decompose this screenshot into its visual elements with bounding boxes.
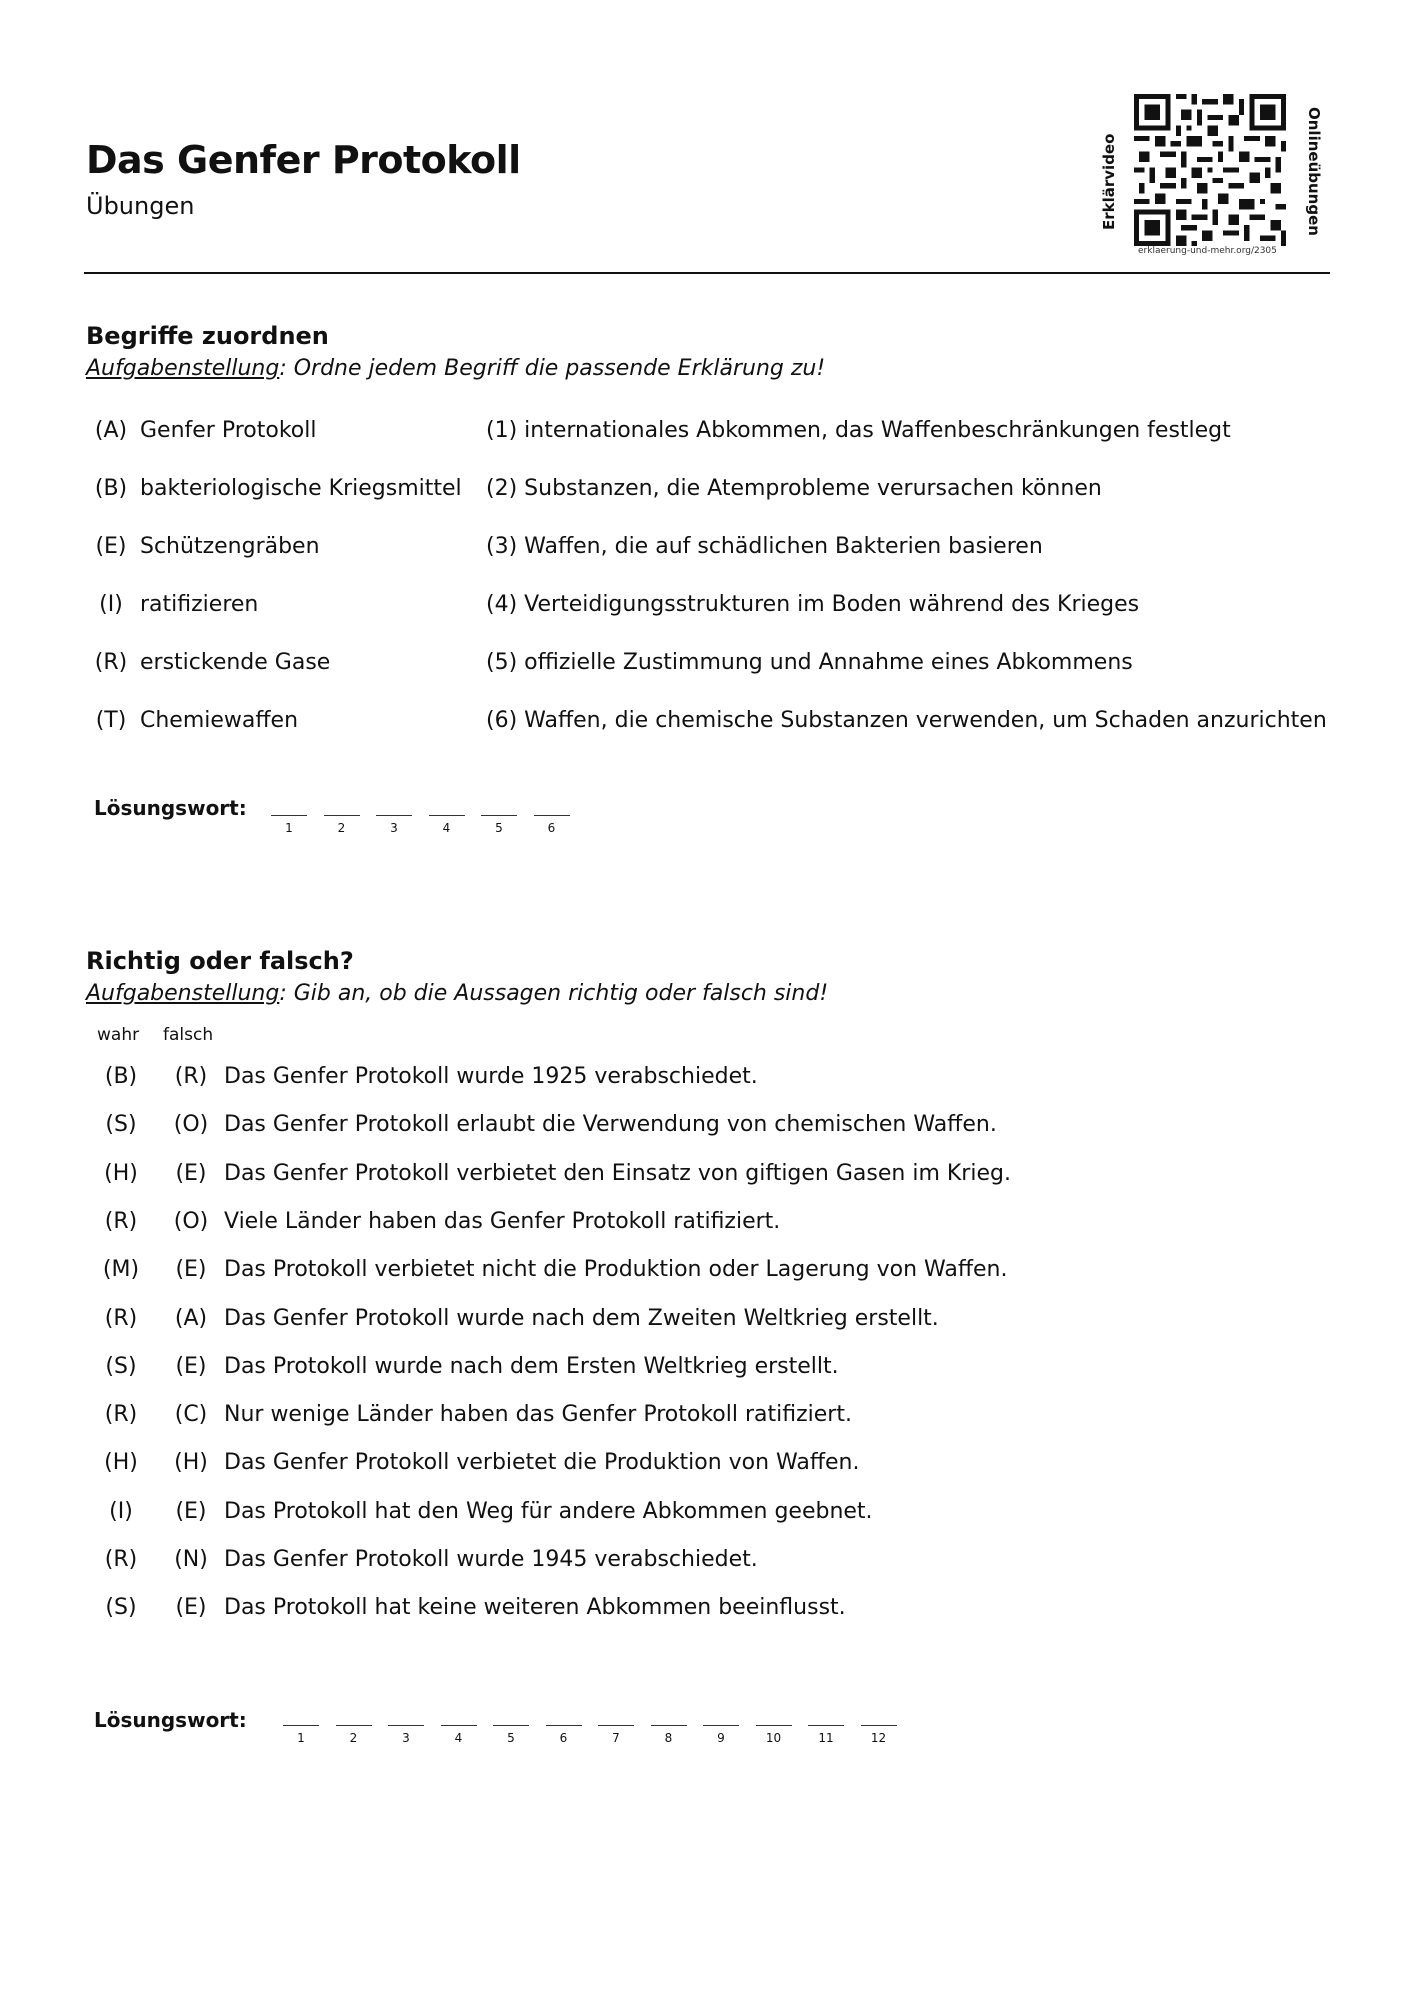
statement-text: Das Protokoll wurde nach dem Ersten Weltkrieg erstellt. — [224, 1354, 839, 1379]
matching-term: Genfer Protokoll — [140, 418, 317, 443]
truefalse-row — [86, 1402, 1286, 1432]
solution-blank[interactable] — [493, 1725, 529, 1726]
task-text: : Ordne jedem Begriff die passende Erklärung zu! — [279, 356, 826, 381]
section-matching-heading: Begriffe zuordnen — [86, 322, 329, 350]
statement-text: Das Genfer Protokoll wurde 1925 verabschiedet. — [224, 1064, 758, 1089]
solution-blank[interactable] — [376, 815, 412, 816]
task-text: : Gib an, ob die Aussagen richtig oder falsch sind! — [279, 981, 829, 1006]
truefalse-row — [86, 1257, 1286, 1287]
solution-blank[interactable] — [808, 1725, 844, 1726]
solution-blank[interactable] — [651, 1725, 687, 1726]
true-option[interactable]: (R) — [104, 1547, 138, 1572]
solution-blank[interactable] — [481, 815, 517, 816]
solution-blank[interactable] — [271, 815, 307, 816]
solution-blank[interactable] — [598, 1725, 634, 1726]
truefalse-row — [86, 1209, 1286, 1239]
statement-text: Das Genfer Protokoll erlaubt die Verwendung von chemischen Waffen. — [224, 1112, 997, 1137]
solution-blank[interactable] — [429, 815, 465, 816]
page-title: Das Genfer Protokoll — [86, 138, 521, 182]
matching-row — [86, 650, 1386, 680]
false-option[interactable]: (O) — [173, 1112, 209, 1137]
section-truefalse-task — [86, 981, 828, 1006]
matching-term: Schützengräben — [140, 534, 320, 559]
false-option[interactable]: (C) — [174, 1402, 208, 1427]
solution-blank-number: 3 — [390, 821, 398, 835]
true-option[interactable]: (I) — [109, 1499, 133, 1524]
matching-row — [86, 708, 1386, 738]
truefalse-row — [86, 1161, 1286, 1191]
matching-term: bakteriologische Kriegsmittel — [140, 476, 462, 501]
header-divider — [84, 272, 1330, 274]
solution-blank-number: 4 — [454, 1731, 463, 1745]
true-option[interactable]: (S) — [105, 1595, 137, 1620]
matching-key: (R) — [94, 650, 128, 675]
solution-blank-number: 12 — [870, 1731, 887, 1745]
statement-text: Das Protokoll verbietet nicht die Produktion oder Lagerung von Waffen. — [224, 1257, 1008, 1282]
false-option[interactable]: (E) — [175, 1499, 207, 1524]
false-option[interactable]: (O) — [173, 1209, 209, 1234]
false-option[interactable]: (E) — [175, 1257, 207, 1282]
matching-term: ratifizieren — [140, 592, 259, 617]
matching-row — [86, 534, 1386, 564]
solution-word-label-1: Lösungswort: — [94, 796, 247, 820]
false-option[interactable]: (R) — [174, 1064, 208, 1089]
solution-blank[interactable] — [283, 1725, 319, 1726]
statement-text: Das Protokoll hat den Weg für andere Abkommen geebnet. — [224, 1499, 873, 1524]
truefalse-row — [86, 1354, 1286, 1384]
solution-blank-number: 5 — [495, 821, 503, 835]
statement-text: Nur wenige Länder haben das Genfer Protokoll ratifiziert. — [224, 1402, 852, 1427]
qr-exercises-label: Onlineübungen — [1305, 107, 1323, 236]
matching-key: (B) — [94, 476, 128, 501]
true-option[interactable]: (H) — [104, 1450, 138, 1475]
solution-blank[interactable] — [534, 815, 570, 816]
column-true-label: wahr — [97, 1025, 140, 1045]
matching-term: Chemiewaffen — [140, 708, 299, 733]
solution-blank-number: 6 — [547, 821, 556, 835]
truefalse-row — [86, 1450, 1286, 1480]
solution-blank-number: 2 — [337, 821, 346, 835]
solution-blank[interactable] — [861, 1725, 897, 1726]
solution-blank-number: 1 — [297, 1731, 305, 1745]
true-option[interactable]: (R) — [104, 1402, 138, 1427]
solution-blank[interactable] — [324, 815, 360, 816]
true-option[interactable]: (S) — [105, 1112, 137, 1137]
false-option[interactable]: (E) — [175, 1161, 207, 1186]
qr-url: erklaerung-und-mehr.org/2305 — [1138, 246, 1277, 256]
section-truefalse-heading: Richtig oder falsch? — [86, 947, 354, 975]
statement-text: Das Genfer Protokoll wurde 1945 verabschiedet. — [224, 1547, 758, 1572]
matching-definition: (2) Substanzen, die Atemprobleme verursachen können — [486, 476, 1102, 501]
solution-blank-number: 6 — [559, 1731, 568, 1745]
solution-blank-number: 7 — [612, 1731, 620, 1745]
true-option[interactable]: (R) — [104, 1209, 138, 1234]
solution-blank[interactable] — [703, 1725, 739, 1726]
solution-blank-number: 11 — [818, 1731, 834, 1745]
true-option[interactable]: (M) — [102, 1257, 140, 1282]
qr-video-label: Erklärvideo — [1100, 133, 1118, 230]
statement-text: Viele Länder haben das Genfer Protokoll ratifiziert. — [224, 1209, 781, 1234]
true-option[interactable]: (B) — [104, 1064, 138, 1089]
solution-blank-number: 5 — [507, 1731, 515, 1745]
section-matching-task — [86, 356, 825, 381]
truefalse-row — [86, 1547, 1286, 1577]
matching-row — [86, 418, 1386, 448]
truefalse-row — [86, 1064, 1286, 1094]
matching-definition: (6) Waffen, die chemische Substanzen verwenden, um Schaden anzurichten — [486, 708, 1327, 733]
solution-word-label-2: Lösungswort: — [94, 1708, 247, 1732]
statement-text: Das Genfer Protokoll wurde nach dem Zweiten Weltkrieg erstellt. — [224, 1306, 939, 1331]
solution-blank-number: 8 — [664, 1731, 673, 1745]
matching-definition: (4) Verteidigungsstrukturen im Boden während des Krieges — [486, 592, 1140, 617]
solution-blank-number: 1 — [285, 821, 293, 835]
solution-blank[interactable] — [441, 1725, 477, 1726]
solution-blank[interactable] — [336, 1725, 372, 1726]
task-prefix: Aufgabenstellung — [86, 356, 280, 381]
truefalse-row — [86, 1112, 1286, 1142]
matching-definition: (5) offizielle Zustimmung und Annahme eines Abkommens — [486, 650, 1133, 675]
solution-blank[interactable] — [388, 1725, 424, 1726]
solution-blank-number: 2 — [349, 1731, 358, 1745]
matching-definition: (3) Waffen, die auf schädlichen Bakterien basieren — [486, 534, 1043, 559]
statement-text: Das Genfer Protokoll verbietet den Einsatz von giftigen Gasen im Krieg. — [224, 1161, 1011, 1186]
matching-key: (A) — [94, 418, 128, 443]
true-option[interactable]: (S) — [105, 1354, 137, 1379]
truefalse-row — [86, 1595, 1286, 1625]
column-false-label: falsch — [163, 1025, 214, 1045]
false-option[interactable]: (A) — [174, 1306, 208, 1331]
solution-blank[interactable] — [756, 1725, 792, 1726]
solution-blank-number: 3 — [402, 1731, 410, 1745]
false-option[interactable]: (E) — [175, 1595, 207, 1620]
false-option[interactable]: (E) — [175, 1354, 207, 1379]
solution-blank[interactable] — [546, 1725, 582, 1726]
page-subtitle: Übungen — [86, 192, 195, 220]
matching-row — [86, 476, 1386, 506]
qr-code-icon[interactable] — [1134, 94, 1286, 246]
false-option[interactable]: (N) — [174, 1547, 208, 1572]
solution-blank-number: 9 — [717, 1731, 725, 1745]
truefalse-row — [86, 1499, 1286, 1529]
matching-key: (T) — [95, 708, 127, 733]
solution-blank-number: 4 — [442, 821, 451, 835]
true-option[interactable]: (R) — [104, 1306, 138, 1331]
solution-blank-number: 10 — [765, 1731, 782, 1745]
statement-text: Das Genfer Protokoll verbietet die Produktion von Waffen. — [224, 1450, 860, 1475]
matching-key: (I) — [99, 592, 123, 617]
true-option[interactable]: (H) — [104, 1161, 138, 1186]
statement-text: Das Protokoll hat keine weiteren Abkommen beeinflusst. — [224, 1595, 846, 1620]
matching-term: erstickende Gase — [140, 650, 331, 675]
matching-definition: (1) internationales Abkommen, das Waffenbeschränkungen festlegt — [486, 418, 1231, 443]
task-prefix: Aufgabenstellung — [86, 981, 280, 1006]
false-option[interactable]: (H) — [174, 1450, 208, 1475]
matching-key: (E) — [95, 534, 127, 559]
matching-row — [86, 592, 1386, 622]
truefalse-row — [86, 1306, 1286, 1336]
